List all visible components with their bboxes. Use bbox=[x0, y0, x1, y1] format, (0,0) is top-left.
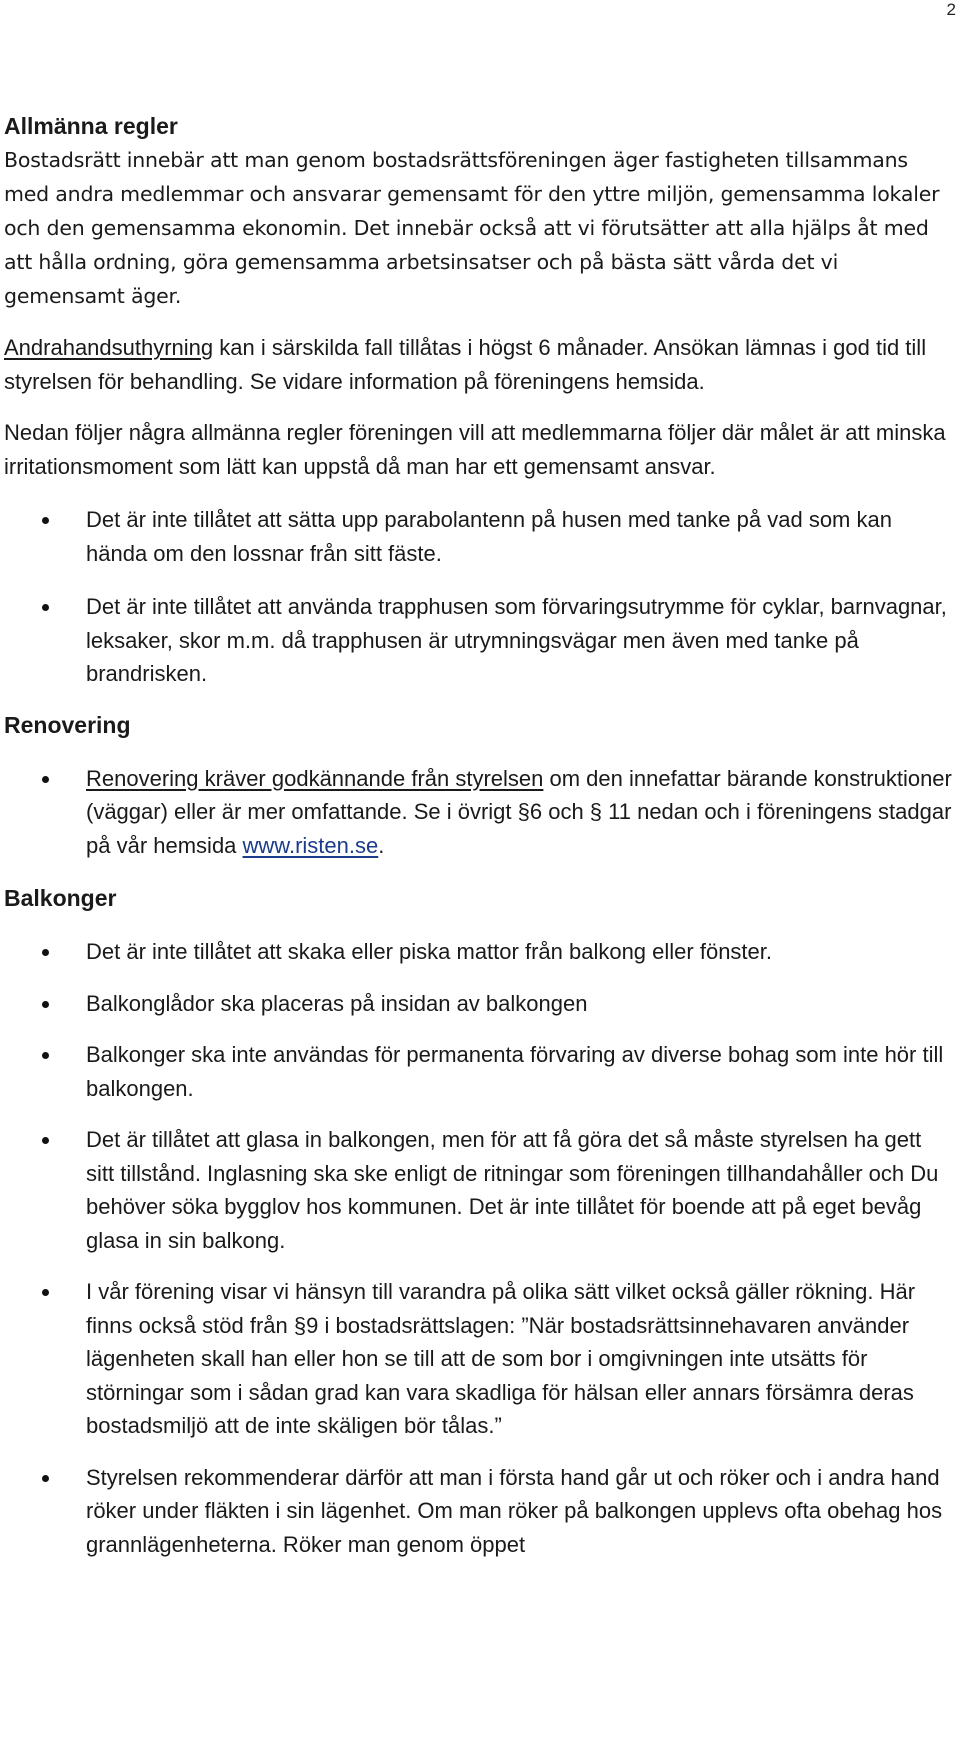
bullet-icon bbox=[42, 1137, 49, 1144]
list-item: Balkonglådor ska placeras på insidan av balkongen bbox=[4, 987, 954, 1021]
website-link[interactable]: www.risten.se bbox=[242, 832, 379, 858]
andrahand-paragraph bbox=[4, 331, 954, 398]
intro-paragraph: Bostadsrätt innebär att man genom bostadsrättsföreningen äger fastigheten tillsammans med andra medlemmar och ansvarar gemensamt för den yttre miljön, gemensamma lokaler och den gemensamma ekonomin. Det innebär också att vi förutsätter att alla hjälps åt med att hålla ordning, göra gemensamma arbetsinsatser och på bästa sätt vårda det vi gemensamt äger. bbox=[4, 148, 940, 308]
list-item: Styrelsen rekommenderar därför att man i första hand går ut och röker och i andra hand röker under fläkten i sin lägenhet. Om man röker på balkongen upplevs ofta obehag hos grannlägenheterna. Röker man genom öppet bbox=[4, 1461, 954, 1562]
bullet-icon bbox=[42, 1052, 49, 1059]
bullet-icon bbox=[42, 776, 49, 783]
andrahand-text: kan i särskilda fall tillåtas i högst 6 månader. Ansökan lämnas i god tid till styrelsen för behandling. Se vidare information på föreningens hemsida. bbox=[4, 335, 927, 394]
list-item: Det är tillåtet att glasa in balkongen, men för att få göra det så måste styrelsen ha gett sitt tillstånd. Inglasning ska ske enligt de ritningar som föreningen tillhandahåller och Du behöver söka bygglov hos kommunen. Det är inte tillåtet för boende att på eget bevåg glasa in sin balkong. bbox=[4, 1123, 954, 1257]
general-rules-list bbox=[4, 503, 954, 691]
bullet-icon bbox=[42, 517, 49, 524]
section-heading-renovering: Renovering bbox=[4, 711, 131, 738]
bullet-icon bbox=[42, 1289, 49, 1296]
section-heading-balkonger: Balkonger bbox=[4, 885, 117, 911]
bullet-icon bbox=[42, 949, 49, 956]
list-item: Balkonger ska inte användas för permanenta förvaring av diverse bohag som inte hör till balkongen. bbox=[4, 1038, 954, 1105]
list-item: Det är inte tillåtet att skaka eller piska mattor från balkong eller fönster. bbox=[4, 935, 954, 969]
section-heading-allmanna-regler: Allmänna regler bbox=[4, 113, 178, 139]
page-number: 2 bbox=[946, 0, 956, 19]
andrahand-link[interactable]: Andrahandsuthyrning bbox=[4, 335, 214, 360]
bullet-icon bbox=[42, 1001, 49, 1008]
renovering-list bbox=[4, 762, 954, 863]
list-item: Renovering kräver godkännande från styrelsen om den innefattar bärande konstruktioner (väggar) eller är mer omfattande. Se i övrigt §6 och § 11 nedan och i föreningens stadgar på vår hemsida www.risten.se. bbox=[4, 762, 954, 863]
bullet-icon bbox=[42, 1475, 49, 1482]
balkonger-list bbox=[4, 935, 954, 1561]
document-body bbox=[4, 110, 954, 1561]
list-item: Det är inte tillåtet att sätta upp parabolantenn på husen med tanke på vad som kan hända om den lossnar från sitt fäste. bbox=[4, 503, 954, 570]
nedan-paragraph: Nedan följer några allmänna regler föreningen vill att medlemmarna följer där målet är att minska irritationsmoment som lätt kan uppstå då man har ett gemensamt ansvar. bbox=[4, 420, 946, 479]
list-item: I vår förening visar vi hänsyn till varandra på olika sätt vilket också gäller rökning. Här finns också stöd från §9 i bostadsrättslagen: ”När bostadsrättsinnehavaren använder lägenheten skall han eller hon se till att de som bor i omgivningen inte utsätts för störningar som i sådan grad kan vara skadliga för hälsan eller annars försämra deras bostadsmiljö att de inte skäligen bör tålas.” bbox=[4, 1275, 954, 1443]
list-item: Det är inte tillåtet att använda trapphusen som förvaringsutrymme för cyklar, barnvagnar, leksaker, skor m.m. då trapphusen är utrymningsvägar men även med tanke på brandrisken. bbox=[4, 590, 954, 691]
renovering-link[interactable]: Renovering kräver godkännande från styrelsen bbox=[86, 765, 544, 791]
bullet-icon bbox=[42, 604, 49, 611]
